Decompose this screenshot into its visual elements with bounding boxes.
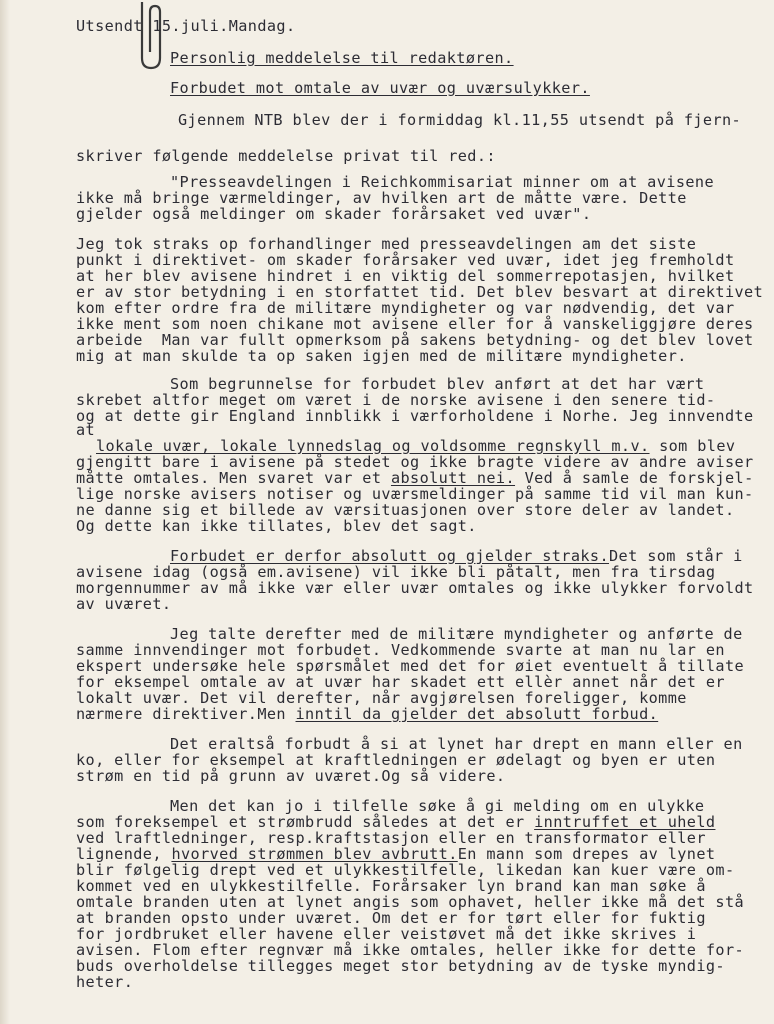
paragraph-line: omtale branden uten at lynet angis som ophavet, heller ikke må det stå <box>76 893 745 911</box>
paragraph-line: Og dette kan ikke tillates, blev det sagt. <box>76 517 477 535</box>
subject-line-2: Forbudet mot omtale av uvær og uværsulykker. <box>170 79 590 97</box>
paragraph-line: at branden opsto under uværet. Om det er for tørt eller for fuktig <box>76 909 706 927</box>
paragraph-line: Men det kan jo i tilfelle søke å gi melding om en ulykke <box>170 797 705 815</box>
paragraph-line: punkt i direktivet- om skader forårsaker ved uvær, idet jeg fremholdt <box>76 251 735 269</box>
text-run: Ved å samle de forskjel- <box>515 469 754 487</box>
paragraph-line: skrebet altfor meget om været i de norske avisene i den senere tid- <box>76 391 716 409</box>
paragraph-line: er av stor betydning i en storfattet tid. Det blev besvart at direktivet <box>76 283 764 301</box>
text-run: som foreksempel et strømbrudd således at det er <box>76 813 535 831</box>
paragraph-line: at her blev avisene hindret i en viktig del sommerrepotasjen, hvilket <box>76 267 735 285</box>
underlined-phrase: lokale uvær, lokale lynnedslag og voldsomme regnskyll m.v. <box>96 437 650 455</box>
text-run: måtte omtales. Men svaret var et <box>76 469 391 487</box>
intro-line: skriver følgende meddelelse privat til red.: <box>76 147 496 165</box>
text-run: lignende, <box>76 845 172 863</box>
quote-line: gjelder også meldinger om skader forårsaket ved uvær". <box>76 205 592 223</box>
text-run: nærmere direktiver.Men <box>76 705 296 723</box>
underlined-phrase: absolutt nei. <box>390 469 516 487</box>
paragraph-line <box>76 846 715 862</box>
paragraph-line: arbeide Man var fullt opmerksom på sakens betydning- og det blev lovet <box>76 331 754 349</box>
paragraph-line: for eksempel omtale av at uvær har skadet ett ellèr annet når det er <box>76 673 725 691</box>
paragraph-line: ikke ment som noen chikane mot avisene eller for å vanskeliggjøre deres <box>76 315 754 333</box>
paragraph-line: ne danne sig et billede av værsituasjonen over store deler av landet. <box>76 501 735 519</box>
paragraph-line: Som begrunnelse for forbudet blev anført at det har vært <box>170 375 705 393</box>
quote-line: ikke må bringe værmeldinger, av hvilken art de måtte være. Dette <box>76 189 687 207</box>
paragraph-line: kom efter ordre fra de militære myndigheter og var nødvendig, det var <box>76 299 735 317</box>
paragraph-line <box>170 548 743 564</box>
intro-line: Gjennem NTB blev der i formiddag kl.11,55 utsendt på fjern- <box>178 111 742 129</box>
paragraph-line: for jordbruket eller havene eller veistøvet må det ikke skrives i <box>76 925 697 943</box>
paragraph-line: samme innvendinger mot forbudet. Vedkommende svarte at man nu lar en <box>76 641 725 659</box>
paragraph-line: Jeg tok straks op forhandlinger med presseavdelingen am det siste <box>76 235 697 253</box>
paragraph-line: mig at man skulde ta op saken igjen med de militære myndigheter. <box>76 347 687 365</box>
paragraph-line <box>76 470 754 486</box>
paragraph-line: buds overholdelse tillegges meget stor betydning av de tyske myndig- <box>76 957 725 975</box>
paragraph-line: strøm en tid på grunn av uværet.Og så videre. <box>76 767 506 785</box>
text-run: Det som står i <box>609 547 743 565</box>
paragraph-line <box>76 814 715 830</box>
paragraph-line: morgennummer av må ikke vær eller uvær omtales og ikke ulykker forvoldt <box>76 579 754 597</box>
paragraph-line: av uværet. <box>76 595 172 613</box>
paperclip-icon <box>136 0 166 70</box>
paragraph-line: Det eraltså forbudt å si at lynet har drept en mann eller en <box>170 735 743 753</box>
paragraph-line: blir følgelig drept ved et ulykkestilfelle, likedan kan kuer være om- <box>76 861 735 879</box>
paragraph-line: avisen. Flom efter regnvær må ikke omtales, heller ikke for dette for- <box>76 941 745 959</box>
paragraph-line: og at dette gir England innblikk i værforholdene i Norhe. Jeg innvendte <box>76 407 754 425</box>
quote-line: "Presseavdelingen i Reichkommisariat minner om at avisene <box>170 173 714 191</box>
page-edge-shadow <box>0 0 10 1024</box>
paragraph-line: lokalt uvær. Det vil derefter, når avgjørelsen foreligger, komme <box>76 689 687 707</box>
paragraph-line: ko, eller for eksempel at kraftledningen er ødelagt og byen er uten <box>76 751 716 769</box>
paragraph-line: gjengitt bare i avisene på stedet og ikke bragte videre av andre aviser <box>76 453 754 471</box>
dispatch-line: Utsendt 15.juli.Mandag. <box>76 17 296 35</box>
paragraph-line: at <box>76 421 96 439</box>
paragraph-line: Jeg talte derefter med de militære myndigheter og anførte de <box>170 625 743 643</box>
paragraph-line: ekspert undersøke hele spørsmålet med det for øiet eventuelt å tillate <box>76 657 745 675</box>
text-run: som blev <box>649 437 736 455</box>
underlined-phrase: Forbudet er derfor absolutt og gjelder straks. <box>170 547 610 565</box>
underlined-phrase: inntil da gjelder det absolutt forbud. <box>295 705 659 723</box>
paragraph-line: kommet ved en ulykkestilfelle. Forårsaker lyn brand kan man søke å <box>76 877 706 895</box>
paragraph-line: avisene idag (også em.avisene) vil ikke bli påtalt, men fra tirsdag <box>76 563 716 581</box>
paragraph-line <box>96 438 735 454</box>
paragraph-line: lige norske avisers notiser og uværsmeldinger på samme tid vil man kun- <box>76 485 754 503</box>
text-run: En mann som drepes av lynet <box>457 845 716 863</box>
paragraph-line: heter. <box>76 973 134 991</box>
paragraph-line: ved lraftledninger, resp.kraftstasjon eller en transformator eller <box>76 829 706 847</box>
paragraph-line <box>76 706 658 722</box>
subject-line-1: Personlig meddelelse til redaktøren. <box>170 49 514 67</box>
underlined-phrase: inntruffet et uheld <box>534 813 716 831</box>
underlined-phrase: hvorved strømmen blev avbrutt. <box>171 845 458 863</box>
